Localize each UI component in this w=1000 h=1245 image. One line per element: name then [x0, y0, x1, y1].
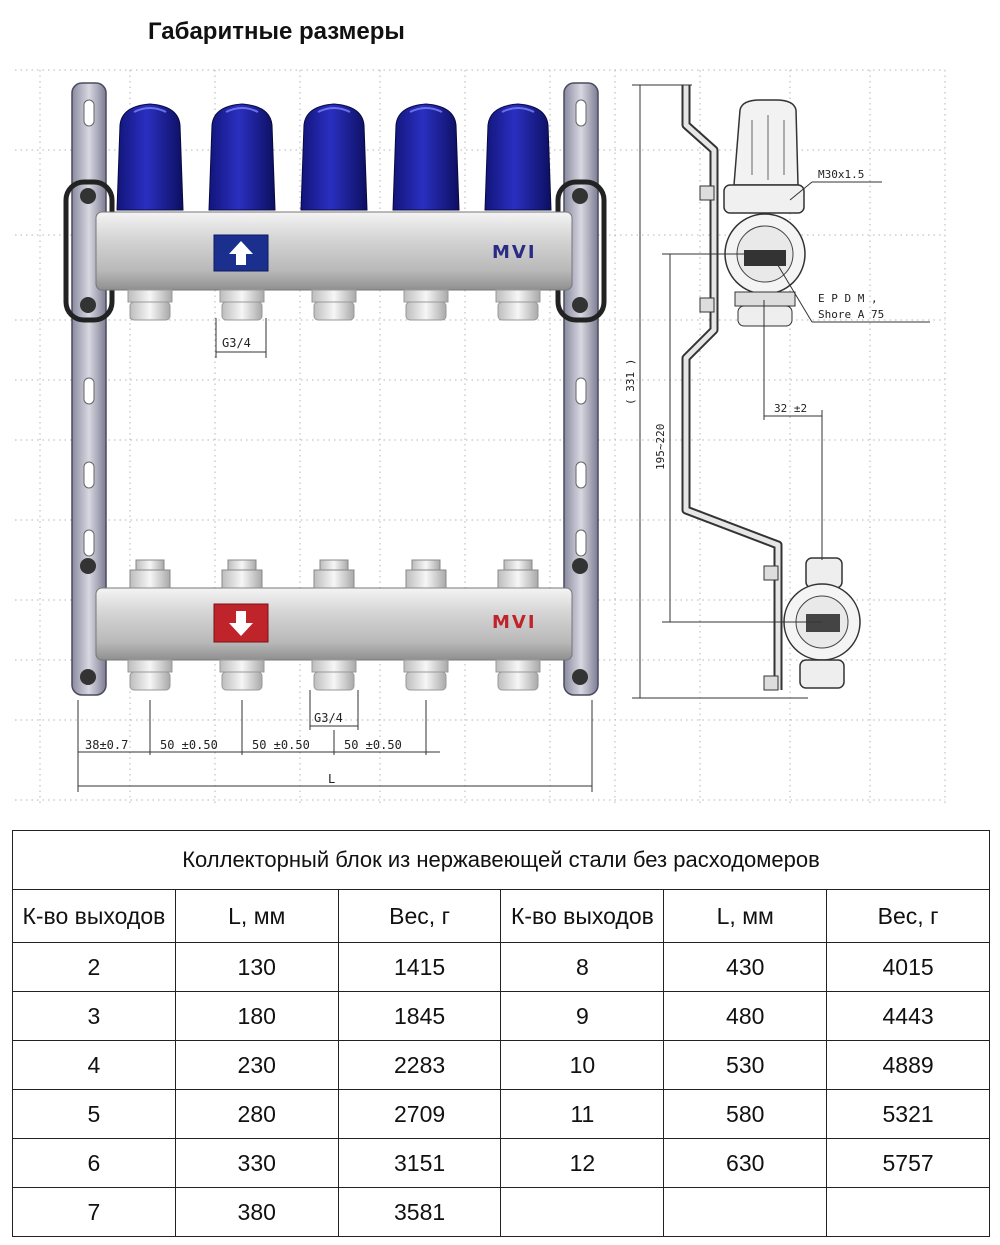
- header-cell: Вес, г: [338, 890, 501, 943]
- table-cell: 6: [13, 1139, 176, 1188]
- table-cell: [501, 1188, 664, 1237]
- side-view: [624, 85, 930, 698]
- return-nipple: [222, 560, 262, 588]
- return-nipple: [498, 560, 538, 588]
- outlet-fitting: [496, 290, 540, 320]
- table-cell: 11: [501, 1090, 664, 1139]
- table-cell: 7: [13, 1188, 176, 1237]
- return-outlet-fittings: [128, 660, 540, 690]
- table-cell: 10: [501, 1041, 664, 1090]
- outlet-fitting: [312, 660, 356, 690]
- table-cell: 630: [664, 1139, 827, 1188]
- table-cell: 2709: [338, 1090, 501, 1139]
- table-cell: 5: [13, 1090, 176, 1139]
- table-row: [13, 1041, 990, 1090]
- dim-first-outlet: 38±0.7: [85, 738, 129, 752]
- table-cell: 1415: [338, 943, 501, 992]
- table-cell: 130: [175, 943, 338, 992]
- header-cell: К-во выходов: [501, 890, 664, 943]
- valve-handle: [485, 104, 551, 210]
- dim-pitch-3: 50 ±0.50: [344, 738, 402, 752]
- outlet-fitting: [220, 660, 264, 690]
- table-row: [13, 1090, 990, 1139]
- seal-label-1: E P D M ,: [818, 292, 878, 305]
- outlet-fitting: [128, 660, 172, 690]
- table-cell: 4: [13, 1041, 176, 1090]
- header-cell: Вес, г: [827, 890, 990, 943]
- outlet-fitting: [404, 660, 448, 690]
- table-row: [13, 1188, 990, 1237]
- g34-label-bottom: G3/4: [314, 711, 343, 725]
- return-nipple: [130, 560, 170, 588]
- return-top-nipples: [130, 560, 538, 588]
- brand-logo-bottom: MVI: [492, 612, 537, 633]
- outlet-fitting: [404, 290, 448, 320]
- outlet-fitting: [496, 660, 540, 690]
- height-range-label: 195~220: [654, 423, 667, 470]
- dim-pitch-1: 50 ±0.50: [160, 738, 218, 752]
- table-cell: 580: [664, 1090, 827, 1139]
- table-cell: 4015: [827, 943, 990, 992]
- valve-handle: [393, 104, 459, 210]
- table-cell: 330: [175, 1139, 338, 1188]
- header-cell: L, мм: [664, 890, 827, 943]
- table-cell: 4889: [827, 1041, 990, 1090]
- table-cell: [664, 1188, 827, 1237]
- table-cell: 2283: [338, 1041, 501, 1090]
- valve-handle: [209, 104, 275, 210]
- valve-handle: [117, 104, 183, 210]
- table-cell: 430: [664, 943, 827, 992]
- return-nipple: [406, 560, 446, 588]
- header-cell: L, мм: [175, 890, 338, 943]
- height-total-label: ( 331 ): [624, 358, 637, 405]
- table-cell: 230: [175, 1041, 338, 1090]
- table-header-row: [13, 890, 990, 943]
- table-cell: 180: [175, 992, 338, 1041]
- table-caption: Коллекторный блок из нержавеющей стали без расходомеров: [13, 831, 990, 890]
- table-cell: 3151: [338, 1139, 501, 1188]
- supply-outlet-fittings: [128, 290, 540, 320]
- dim-total-length: L: [328, 772, 336, 786]
- table-cell: 9: [501, 992, 664, 1041]
- outlet-fitting: [220, 290, 264, 320]
- brand-logo-top: MVI: [492, 242, 537, 263]
- return-nipple: [314, 560, 354, 588]
- thread-label: M30x1.5: [818, 168, 865, 181]
- front-view: [66, 83, 604, 792]
- table-cell: 8: [501, 943, 664, 992]
- table-cell: 5757: [827, 1139, 990, 1188]
- offset-label: 32 ±2: [774, 402, 808, 415]
- table-cell: 3: [13, 992, 176, 1041]
- table-cell: 1845: [338, 992, 501, 1041]
- dim-pitch-2: 50 ±0.50: [252, 738, 310, 752]
- header-cell: К-во выходов: [13, 890, 176, 943]
- table-row: [13, 1139, 990, 1188]
- valve-handles: [117, 104, 551, 210]
- spec-table: [12, 830, 990, 1237]
- table-cell: 380: [175, 1188, 338, 1237]
- table-row: [13, 992, 990, 1041]
- valve-handle: [301, 104, 367, 210]
- table-cell: 4443: [827, 992, 990, 1041]
- table-cell: 2: [13, 943, 176, 992]
- table-cell: 480: [664, 992, 827, 1041]
- outlet-fitting: [128, 290, 172, 320]
- table-cell: 5321: [827, 1090, 990, 1139]
- outlet-fitting: [312, 290, 356, 320]
- page-title: Габаритные размеры: [148, 18, 405, 45]
- table-cell: 12: [501, 1139, 664, 1188]
- table-cell: [827, 1188, 990, 1237]
- seal-label-2: Shore A 75: [818, 308, 885, 321]
- table-cell: 530: [664, 1041, 827, 1090]
- table-row: [13, 943, 990, 992]
- table-cell: 3581: [338, 1188, 501, 1237]
- table-cell: 280: [175, 1090, 338, 1139]
- g34-label-top: G3/4: [222, 336, 251, 350]
